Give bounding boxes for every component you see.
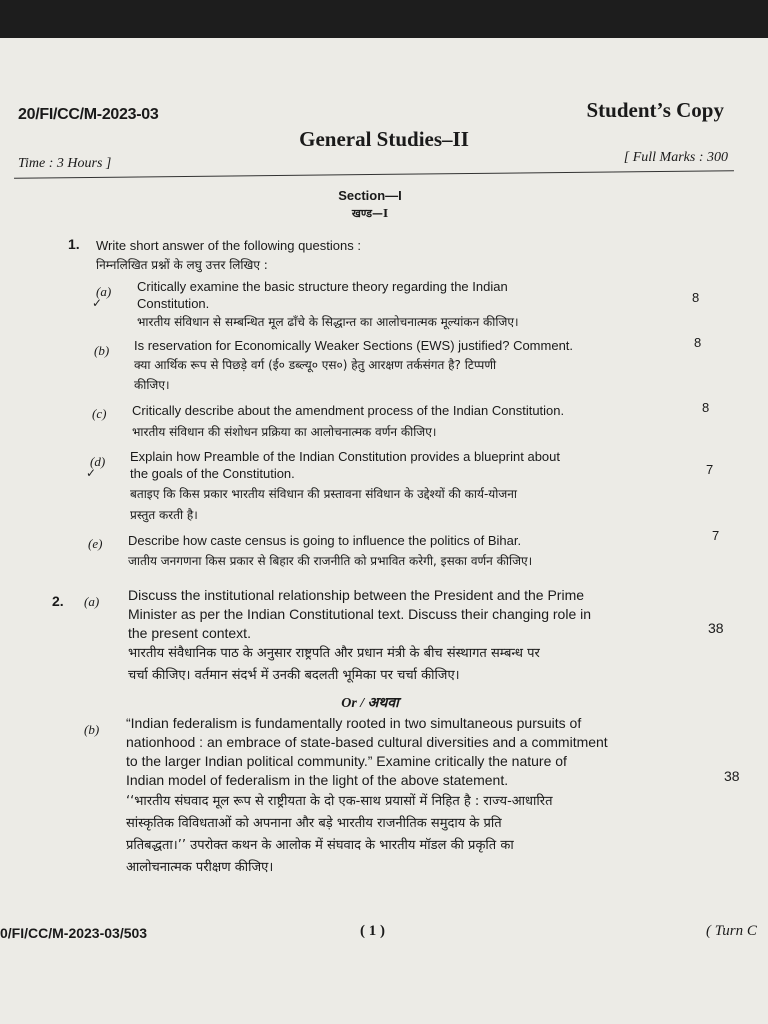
q1d-text-en-2: the goals of the Constitution. xyxy=(130,466,295,481)
q2b-text-en-4: Indian model of federalism in the light of the above statement. xyxy=(126,772,509,788)
q1a-text-en-1: Critically examine the basic structure theory regarding the Indian xyxy=(137,279,508,294)
q2b-text-en-3: to the larger Indian political community.” Examine critically the nature of xyxy=(126,753,567,769)
question-1-instruction-hi: निम्नलिखित प्रश्नों के लघु उत्तर लिखिए : xyxy=(96,258,268,272)
page-number: ( 1 ) xyxy=(360,923,385,939)
copy-label: Student’s Copy xyxy=(586,98,724,122)
q1c-text-hi: भारतीय संविधान की संशोधन प्रक्रिया का आलोचनात्मक वर्णन कीजिए। xyxy=(132,425,437,439)
time-allowed: Time : 3 Hours ] xyxy=(18,156,112,171)
q1b-marks: 8 xyxy=(694,335,702,350)
q2b-text-hi-3: प्रतिबद्धता।’’ उपरोक्त कथन के आलोक में संघवाद के भारतीय मॉडल की प्रकृति का xyxy=(126,838,514,853)
question-1-instruction-en: Write short answer of the following questions : xyxy=(96,238,361,253)
q2a-marks: 38 xyxy=(708,620,724,636)
q1d-text-hi-2: प्रस्तुत करती है। xyxy=(130,508,198,522)
q1c-text-en: Critically describe about the amendment process of the Indian Constitution. xyxy=(132,403,565,418)
turn-over-note: ( Turn C xyxy=(706,923,757,939)
q2b-label: (b) xyxy=(84,722,100,737)
q2b-text-en-2: nationhood : an embrace of state-based cultural diversities and a commitment xyxy=(126,734,608,750)
q2a-text-hi-2: चर्चा कीजिए। वर्तमान संदर्भ में उनकी बदलती भूमिका पर चर्चा कीजिए। xyxy=(128,668,460,683)
q1d-label: (d) xyxy=(90,454,106,469)
section-heading-en: Section—I xyxy=(338,188,402,203)
full-marks: [ Full Marks : 300 xyxy=(623,150,728,165)
q1d-marks: 7 xyxy=(706,462,714,477)
question-2-number: 2. xyxy=(52,593,64,609)
paper-title: General Studies–II xyxy=(299,127,469,151)
q1b-text-hi-1: क्या आर्थिक रूप से पिछड़े वर्ग (ई० डब्ल्यू० एस०) हेतु आरक्षण तर्कसंगत है? टिप्पणी xyxy=(134,358,497,372)
q2a-text-en-2: Minister as per the Indian Constitutional text. Discuss their changing role in xyxy=(128,606,592,622)
q1d-text-en-1: Explain how Preamble of the Indian Constitution provides a blueprint about xyxy=(130,449,560,464)
section-heading-hi: खण्ड—I xyxy=(351,207,389,220)
or-separator: Or / अथवा xyxy=(341,696,399,711)
q2a-text-en-1: Discuss the institutional relationship between the President and the Prime xyxy=(128,587,585,603)
q1b-text-en: Is reservation for Economically Weaker Sections (EWS) justified? Comment. xyxy=(134,338,574,353)
q1c-marks: 8 xyxy=(702,400,710,415)
q2b-text-en-1: “Indian federalism is fundamentally rooted in two simultaneous pursuits of xyxy=(126,715,582,731)
q1a-text-en-2: Constitution. xyxy=(137,296,210,311)
q1a-label: (a) xyxy=(96,284,112,299)
q2a-text-en-3: the present context. xyxy=(128,625,251,641)
q2a-text-hi-1: भारतीय संवैधानिक पाठ के अनुसार राष्ट्रपति और प्रधान मंत्री के बीच संस्थागत सम्बन्ध पर xyxy=(128,646,540,661)
pen-tick-mark: ✓ xyxy=(86,466,97,480)
exam-sheet xyxy=(0,38,768,1024)
question-1-number: 1. xyxy=(68,236,80,252)
paper-code: 20/FI/CC/M-2023-03 xyxy=(18,106,159,123)
q1e-label: (e) xyxy=(88,536,103,551)
q2b-text-hi-4: आलोचनात्मक परीक्षण कीजिए। xyxy=(126,860,274,875)
q1e-text-hi: जातीय जनगणना किस प्रकार से बिहार की राजनीति को प्रभावित करेगी, इसका वर्णन कीजिए। xyxy=(128,554,533,568)
q1e-marks: 7 xyxy=(712,528,720,543)
q2b-text-hi-1: ‘‘भारतीय संघवाद मूल रूप से राष्ट्रीयता के दो एक-साथ प्रयासों में निहित है : राज्य-आधारित xyxy=(126,794,553,809)
q1b-label: (b) xyxy=(94,343,110,358)
q2b-text-hi-2: सांस्कृतिक विविधताओं को अपनाना और बड़े भारतीय राजनीतिक समुदाय के प्रति xyxy=(126,816,502,831)
q1e-text-en: Describe how caste census is going to influence the politics of Bihar. xyxy=(128,533,522,548)
q1b-text-hi-2: कीजिए। xyxy=(134,378,170,392)
header-rule xyxy=(14,170,734,179)
q1a-text-hi: भारतीय संविधान से सम्बन्धित मूल ढाँचे के सिद्धान्त का आलोचनात्मक मूल्यांकन कीजिए। xyxy=(137,315,519,329)
q2a-label: (a) xyxy=(84,594,100,609)
q1d-text-hi-1: बताइए कि किस प्रकार भारतीय संविधान की प्रस्तावना संविधान के उद्देश्यों की कार्य-योजना xyxy=(130,487,518,501)
pen-tick-mark: ✓ xyxy=(92,296,103,310)
q1a-marks: 8 xyxy=(692,290,700,305)
q1c-label: (c) xyxy=(92,406,107,421)
q2b-marks: 38 xyxy=(724,768,740,784)
footer-paper-code: 0/FI/CC/M-2023-03/503 xyxy=(0,925,148,941)
